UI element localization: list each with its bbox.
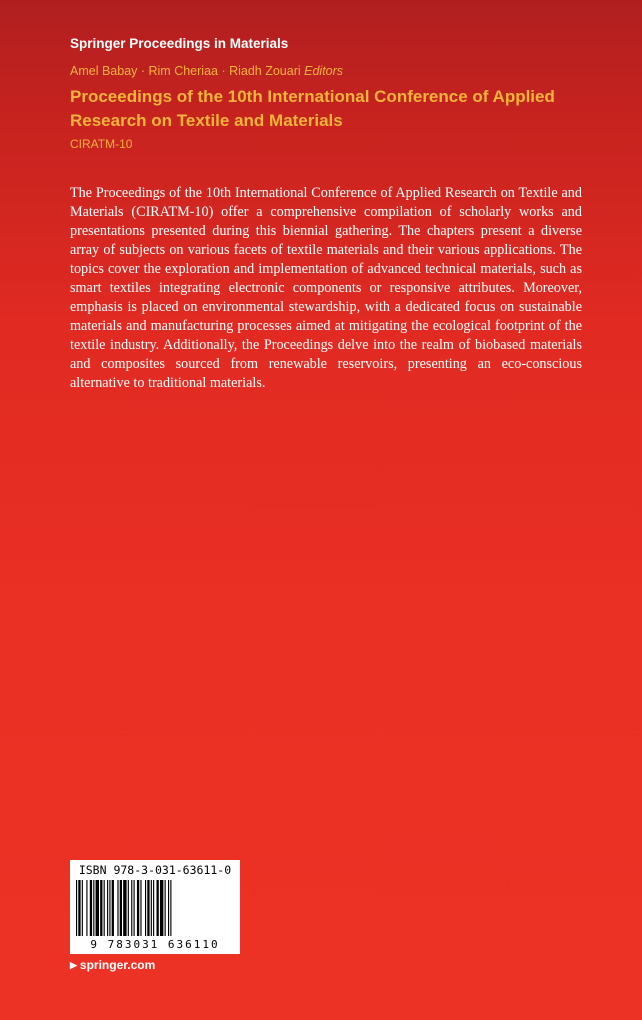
publisher-website[interactable] bbox=[70, 958, 155, 972]
back-cover-blurb: The Proceedings of the 10th International Conference of Applied Research on Textile and Materials (CIRATM-10) offer a comprehensive compilation of scholarly works and presentations presented during this biennial gathering. The chapters present a diverse array of subjects on various facets of textile materials and their various applications. The topics cover the exploration and implementation of advanced technical materials, such as smart textiles integrating electronic components or responsive attributes. Moreover, emphasis is placed on environmental stewardship, with a dedicated focus on sustainable materials and manufacturing processes aimed at mitigating the ecological footprint of the textile industry. Additionally, the Proceedings delve into the realm of biobased materials and composites sourced from renewable reservoirs, presenting an eco-conscious alternative to traditional materials. bbox=[70, 185, 582, 391]
book-subtitle: CIRATM-10 bbox=[70, 137, 133, 151]
editors-line bbox=[70, 64, 343, 78]
editor-names: Amel Babay · Rim Cheriaa · Riadh Zouari bbox=[70, 64, 301, 78]
editors-role: Editors bbox=[304, 64, 344, 78]
barcode-digits: 9 783031 636110 bbox=[90, 938, 220, 951]
arrow-right-icon: ▶ bbox=[70, 960, 77, 970]
series-name: Springer Proceedings in Materials bbox=[70, 36, 289, 51]
website-label: springer.com bbox=[79, 958, 156, 972]
barcode-bars bbox=[76, 880, 234, 936]
book-title: Proceedings of the 10th International Conference of Applied Research on Textile and Materials bbox=[70, 87, 555, 130]
isbn-barcode bbox=[70, 860, 240, 954]
isbn-label: ISBN 978-3-031-63611-0 bbox=[78, 863, 232, 877]
